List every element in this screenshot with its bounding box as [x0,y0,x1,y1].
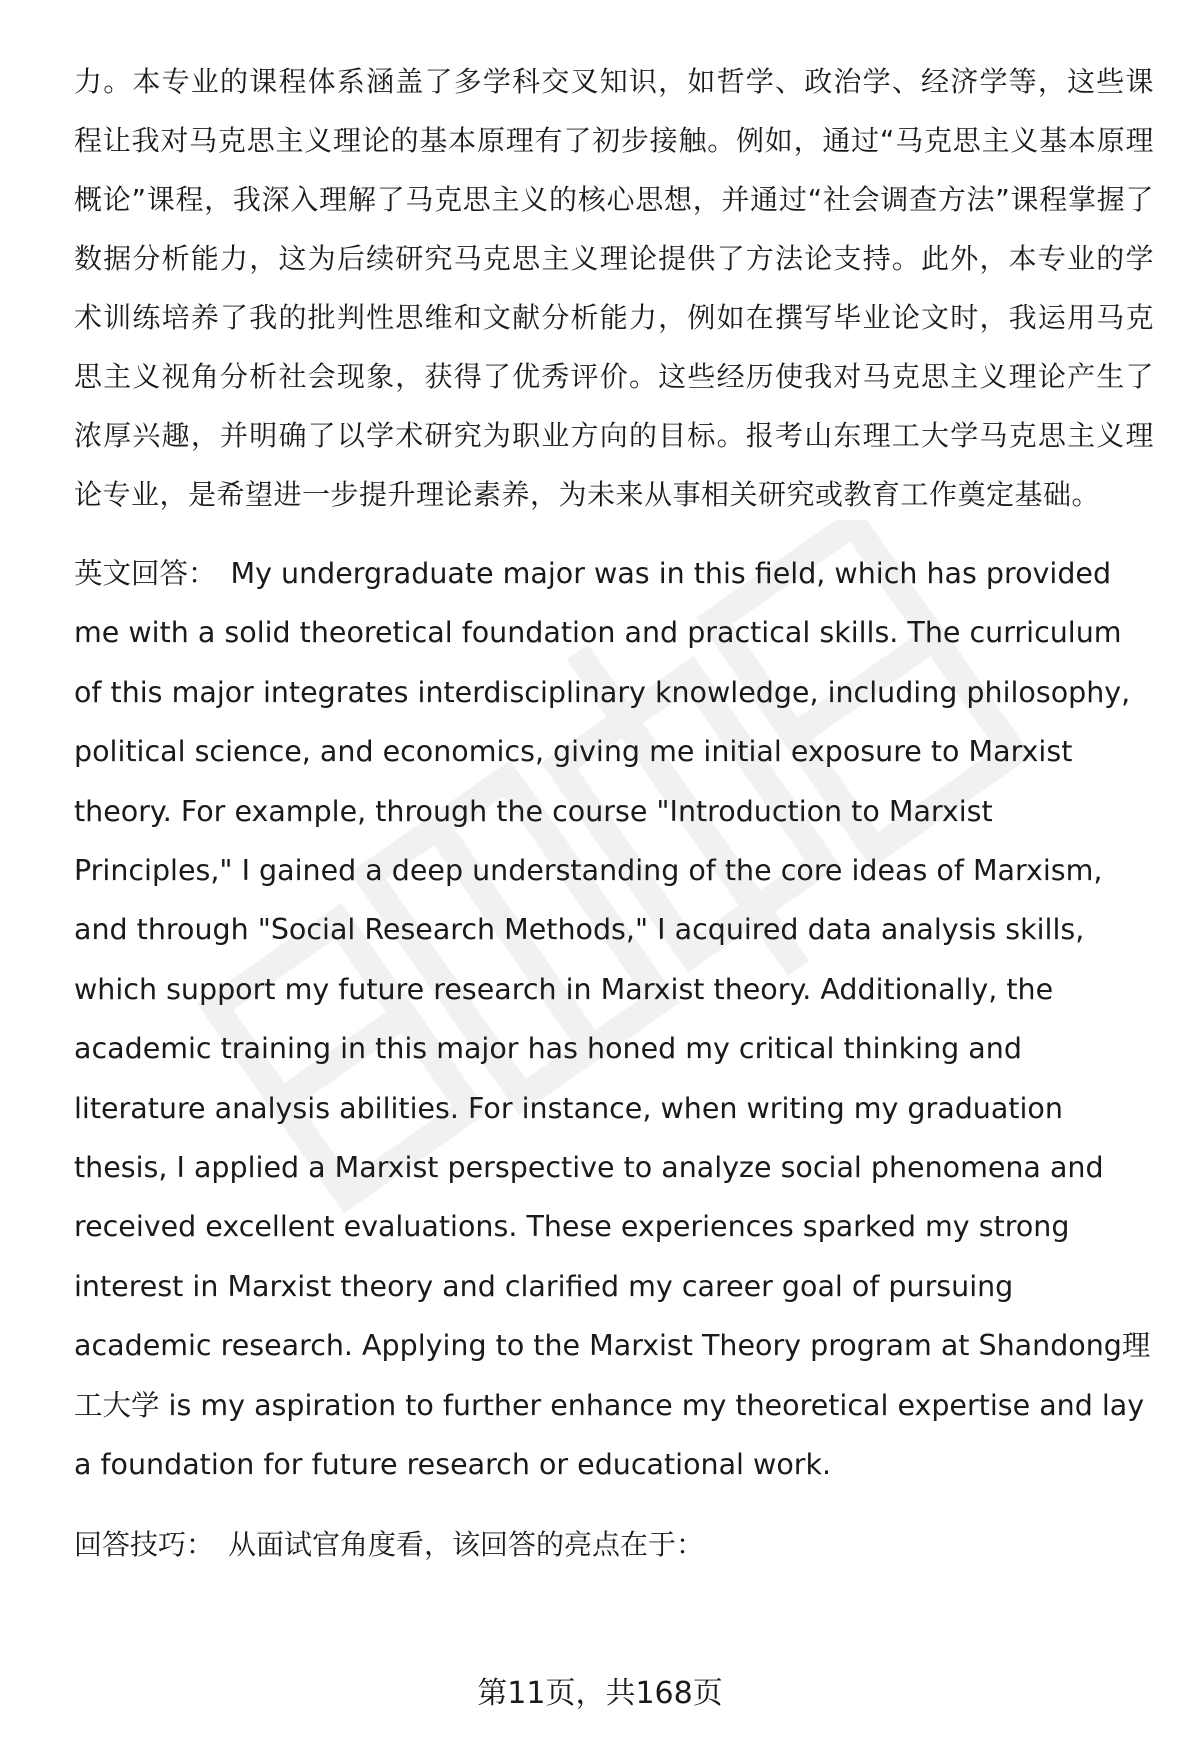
answer-tips-text: 从面试官角度看，该回答的亮点在于： [228,1527,705,1561]
answer-tips-label: 回答技巧： [74,1527,215,1561]
page-footer: 第11页，共168页 [477,1676,723,1711]
answer-tips-paragraph [74,1515,1154,1574]
english-answer-text: My undergraduate major was in this field, which has provided me with a solid theoretical foundation and practical skills. The curriculum of this major integrates interdisciplinary knowledge, including philosophy, political science, and economics, giving me initial exposure to Marxist theory. For example, through the course "Introduction to Marxist Principles," I gained a deep understanding of the core ideas of Marxism, and through "Social Research Methods," I acquired data analysis skills, which support my future research in Marxist theory. Additionally, the academic training in this major has honed my critical thinking and literature analysis abilities. For instance, when writing my graduation thesis, I applied a Marxist perspective to analyze social phenomena and received excellent evaluations. These experiences sparked my strong interest in Marxist theory and clarified my career goal of pursuing academic research. Applying to the Marxist Theory program at Shandong理工大学 is my aspiration to further enhance my theoretical expertise and lay a foundation for future research or educational work. [74,557,1151,1482]
english-answer-label: 英文回答： [74,557,217,590]
chinese-answer-paragraph: 力。本专业的课程体系涵盖了多学科交叉知识，如哲学、政治学、经济学等，这些课程让我对马克思主义理论的基本原理有了初步接触。例如，通过“马克思主义基本原理概论”课程，我深入理解了马克思主义的核心思想，并通过“社会调查方法”课程掌握了数据分析能力，这为后续研究马克思主义理论提供了方法论支持。此外，本专业的学术训练培养了我的批判性思维和文献分析能力，例如在撰写毕业论文时，我运用马克思主义视角分析社会现象，获得了优秀评价。这些经历使我对马克思主义理论产生了浓厚兴趣，并明确了以学术研究为职业方向的目标。报考山东理工大学马克思主义理论专业，是希望进一步提升理论素养，为未来从事相关研究或教育工作奠定基础。 [74,65,1154,511]
english-answer-paragraph [74,544,1154,1495]
document-page [74,52,1154,1574]
